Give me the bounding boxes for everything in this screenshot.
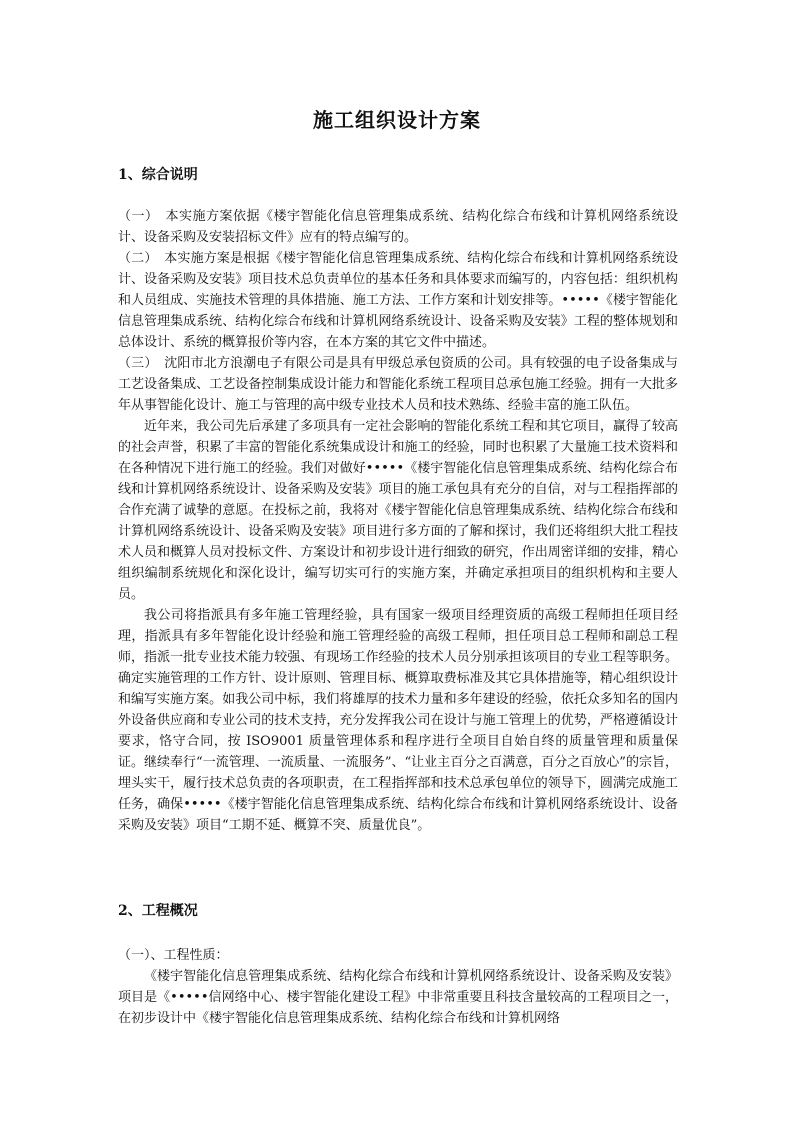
section-2-body — [118, 966, 678, 1029]
paragraph-1-2: （二） 本实施方案是根据《楼宇智能化信息管理集成系统、结构化综合布线和计算机网络系统设计、设备采购及安装》项目技术总负责单位的基本任务和具体要求而编写的，内容包括：组织机构和人员组成、实施技术管理的具体措施、施工方法、工作方案和计划安排等。•••••《楼宇智能化信息管理集成系统、结构化综合布线和计算机网络系统设计、设备采购及安装》工程的整体规划和总体设计、系统的概算报价等内容，在本方案的其它文件中描述。 — [118, 251, 678, 350]
section-heading-1: 1、综合说明 — [118, 167, 198, 183]
section-1-body — [118, 206, 678, 836]
paragraph-1-1: （一） 本实施方案依据《楼宇智能化信息管理集成系统、结构化综合布线和计算机网络系统设计、设备采购及安装招标文件》应有的特点编写的。 — [118, 209, 678, 245]
paragraph-1-3: （三） 沈阳市北方浪潮电子有限公司是具有甲级总承包资质的公司。具有较强的电子设备集成与工艺设备集成、工艺设备控制集成设计能力和智能化系统工程项目总承包施工经验。拥有一大批多年从事智能化设计、施工与管理的高中级专业技术人员和技术熟练、经验丰富的施工队伍。 — [118, 356, 678, 413]
paragraph-1-5: 我公司将指派具有多年施工管理经验，具有国家一级项目经理资质的高级工程师担任项目经理，指派具有多年智能化设计经验和施工管理经验的高级工程师，担任项目总工程师和副总工程师，指派一批专业技术能力较强、有现场工作经验的技术人员分别承担该项目的专业工程等职务。确定实施管理的工作方针、设计原则、管理目标、概算取费标准及其它具体措施等，精心组织设计和编写实施方案。如我公司中标，我们将雄厚的技术力量和多年建设的经验，依托众多知名的国内外设备供应商和专业公司的技术支持，充分发挥我公司在设计与施工管理上的优势，严格遵循设计要求，恪守合同，按 ISO9001 质量管理体系和程序进行全项目自始自终的质量管理和质量保证。继续奉行“一流管理、一流质量、一流服务”、“让业主百分之百满意，百分之百放心”的宗旨，埋头实干，履行技术总负责的各项职责，在工程指挥部和技术总承包单位的领导下，圆满完成施工任务，确保•••••《楼宇智能化信息管理集成系统、结构化综合布线和计算机网络系统设计、设备采购及安装》项目“工期不延、概算不突、质量优良”。 — [118, 608, 678, 833]
paragraph-1-4: 近年来，我公司先后承建了多项具有一定社会影响的智能化系统工程和其它项目，赢得了较高的社会声誉，积累了丰富的智能化系统集成设计和施工的经验，同时也积累了大量施工技术资料和在各种情况下进行施工的经验。我们对做好•••••《楼宇智能化信息管理集成系统、结构化综合布线和计算机网络系统设计、设备采购及安装》项目的施工承包具有充分的自信，对与工程指挥部的合作充满了诚挚的意愿。在投标之前，我将对《楼宇智能化信息管理集成系统、结构化综合布线和计算机网络系统设计、设备采购及安装》项目进行多方面的了解和探讨，我们还将组织大批工程技术人员和概算人员对投标文件、方案设计和初步设计进行细致的研究，作出周密详细的安排，精心组织编制系统规化和深化设计，编写切实可行的实施方案，并确定承担项目的组织机构和主要人员。 — [118, 419, 678, 602]
subheading-project-nature: （一）、工程性质： — [118, 948, 229, 963]
section-heading-2: 2、工程概况 — [118, 903, 198, 919]
paragraph-2-1: 《楼宇智能化信息管理集成系统、结构化综合布线和计算机网络系统设计、设备采购及安装》项目是《•••••信网络中心、楼宇智能化建设工程》中非常重要且科技含量较高的工程项目之一，在初步设计中《楼宇智能化信息管理集成系统、结构化综合布线和计算机网络 — [118, 969, 678, 1026]
document-title: 施工组织设计方案 — [313, 108, 481, 132]
